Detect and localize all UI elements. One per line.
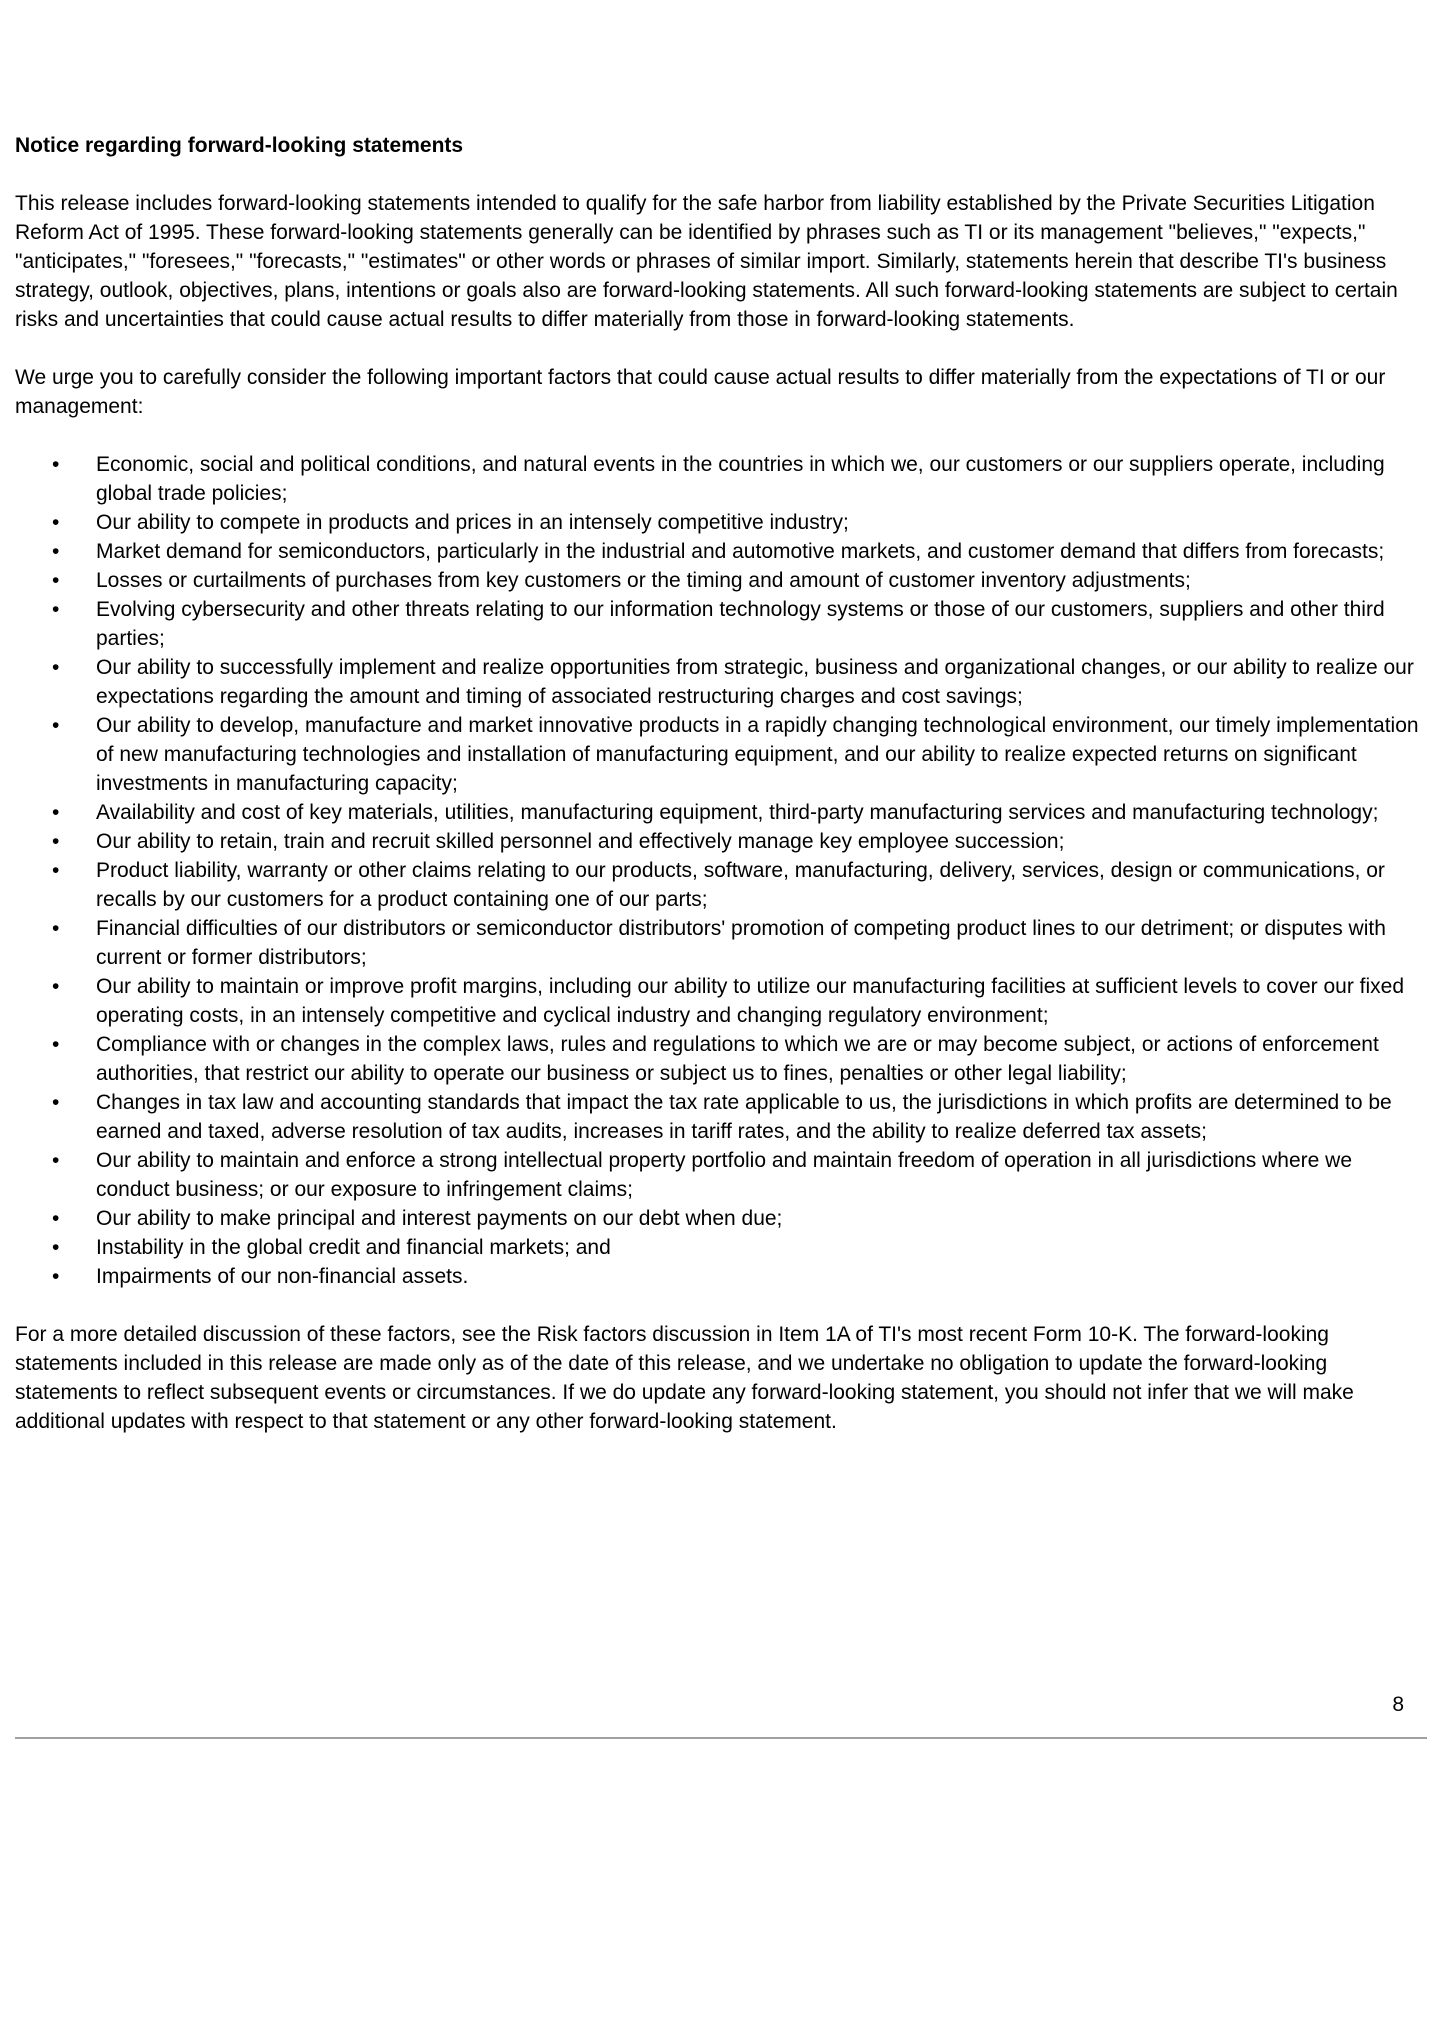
- bullet-icon: •: [52, 598, 60, 621]
- bullet-icon: •: [52, 1265, 60, 1288]
- list-item-text: Product liability, warranty or other claims relating to our products, software, manufacturing, delivery, services, design or communications, or recalls by our customers for a product containing one of our parts;: [96, 859, 1385, 911]
- intro-paragraph: This release includes forward-looking statements intended to qualify for the safe harbor from liability established by the Private Securities Litigation Reform Act of 1995. These forward-looking statements generally can be identified by phrases such as TI or its management "believes," "expects," "anticipates," "foresees," "forecasts," "estimates" or other words or phrases of similar import. Similarly, statements herein that describe TI's business strategy, outlook, objectives, plans, intentions or goals also are forward-looking statements. All such forward-looking statements are subject to certain risks and uncertainties that could cause actual results to differ materially from those in forward-looking statements.: [15, 192, 1398, 331]
- section-title: Notice regarding forward-looking statements: [15, 134, 464, 157]
- list-item: [15, 508, 1427, 537]
- list-item: [15, 1204, 1427, 1233]
- bullet-icon: •: [52, 1091, 60, 1114]
- list-item-text: Our ability to develop, manufacture and market innovative products in a rapidly changing technological environment, our timely implementation of new manufacturing technologies and installation of manufacturing equipment, and our ability to realize expected returns on significant investments in manufacturing capacity;: [96, 714, 1419, 795]
- bullet-icon: •: [52, 975, 60, 998]
- list-item-text: Our ability to maintain and enforce a strong intellectual property portfolio and maintain freedom of operation in all jurisdictions where we conduct business; or our exposure to infringement claims;: [96, 1149, 1353, 1201]
- list-item: [15, 450, 1427, 508]
- list-item: [15, 972, 1427, 1030]
- risk-factors-list: [15, 450, 1427, 1291]
- list-item-text: Compliance with or changes in the complex laws, rules and regulations to which we are or may become subject, or actions of enforcement authorities, that restrict our ability to operate our business or subject us to fines, penalties or other legal liability;: [96, 1033, 1379, 1085]
- page-number: 8: [1392, 1693, 1404, 1716]
- bullet-icon: •: [52, 453, 60, 476]
- bullet-icon: •: [52, 1149, 60, 1172]
- bullet-icon: •: [52, 1033, 60, 1056]
- list-item-text: Our ability to compete in products and prices in an intensely competitive industry;: [96, 511, 849, 534]
- list-item-text: Our ability to maintain or improve profit margins, including our ability to utilize our manufacturing facilities at sufficient levels to cover our fixed operating costs, in an intensely competitive and cyclical industry and changing regulatory environment;: [96, 975, 1405, 1027]
- list-item: [15, 798, 1427, 827]
- list-item-text: Our ability to successfully implement and realize opportunities from strategic, business and organizational changes, or our ability to realize our expectations regarding the amount and timing of associated restructuring charges and cost savings;: [96, 656, 1414, 708]
- list-item-text: Availability and cost of key materials, utilities, manufacturing equipment, third-party manufacturing services and manufacturing technology;: [96, 801, 1379, 824]
- list-item-text: Financial difficulties of our distributors or semiconductor distributors' promotion of competing product lines to our detriment; or disputes with current or former distributors;: [96, 917, 1386, 969]
- list-item: [15, 566, 1427, 595]
- footer-divider: [15, 1737, 1427, 1739]
- list-item: [15, 653, 1427, 711]
- list-item-text: Changes in tax law and accounting standards that impact the tax rate applicable to us, the jurisdictions in which profits are determined to be earned and taxed, adverse resolution of tax audits, increases in tariff rates, and the ability to realize deferred tax assets;: [96, 1091, 1392, 1143]
- list-item: [15, 914, 1427, 972]
- list-item: [15, 595, 1427, 653]
- list-item: [15, 1146, 1427, 1204]
- bullet-icon: •: [52, 511, 60, 534]
- list-item: [15, 711, 1427, 798]
- list-item-text: Losses or curtailments of purchases from key customers or the timing and amount of customer inventory adjustments;: [96, 569, 1191, 592]
- list-item: [15, 537, 1427, 566]
- bullet-icon: •: [52, 540, 60, 563]
- list-item-text: Economic, social and political conditions, and natural events in the countries in which we, our customers or our suppliers operate, including global trade policies;: [96, 453, 1385, 505]
- bullet-icon: •: [52, 917, 60, 940]
- bullet-icon: •: [52, 569, 60, 592]
- list-item: [15, 1233, 1427, 1262]
- bullet-icon: •: [52, 1207, 60, 1230]
- list-item-text: Instability in the global credit and financial markets; and: [96, 1236, 611, 1259]
- bullet-icon: •: [52, 830, 60, 853]
- list-item-text: Our ability to make principal and interest payments on our debt when due;: [96, 1207, 783, 1230]
- list-item-text: Market demand for semiconductors, particularly in the industrial and automotive markets, and customer demand that differs from forecasts;: [96, 540, 1385, 563]
- closing-paragraph: For a more detailed discussion of these factors, see the Risk factors discussion in Item 1A of TI's most recent Form 10-K. The forward-looking statements included in this release are made only as of the date of this release, and we undertake no obligation to update the forward-looking statements to reflect subsequent events or circumstances. If we do update any forward-looking statement, you should not infer that we will make additional updates with respect to that statement or any other forward-looking statement.: [15, 1323, 1354, 1433]
- bullet-icon: •: [52, 1236, 60, 1259]
- list-item: [15, 1262, 1427, 1291]
- list-item: [15, 1088, 1427, 1146]
- list-item: [15, 856, 1427, 914]
- bullet-icon: •: [52, 859, 60, 882]
- urge-paragraph: We urge you to carefully consider the following important factors that could cause actual results to differ materially from the expectations of TI or our management:: [15, 366, 1386, 418]
- bullet-icon: •: [52, 714, 60, 737]
- list-item: [15, 827, 1427, 856]
- bullet-icon: •: [52, 801, 60, 824]
- list-item: [15, 1030, 1427, 1088]
- list-item-text: Our ability to retain, train and recruit skilled personnel and effectively manage key employee succession;: [96, 830, 1065, 853]
- bullet-icon: •: [52, 656, 60, 679]
- list-item-text: Evolving cybersecurity and other threats relating to our information technology systems or those of our customers, suppliers and other third parties;: [96, 598, 1385, 650]
- list-item-text: Impairments of our non-financial assets.: [96, 1265, 469, 1288]
- document-page: [15, 131, 1427, 1465]
